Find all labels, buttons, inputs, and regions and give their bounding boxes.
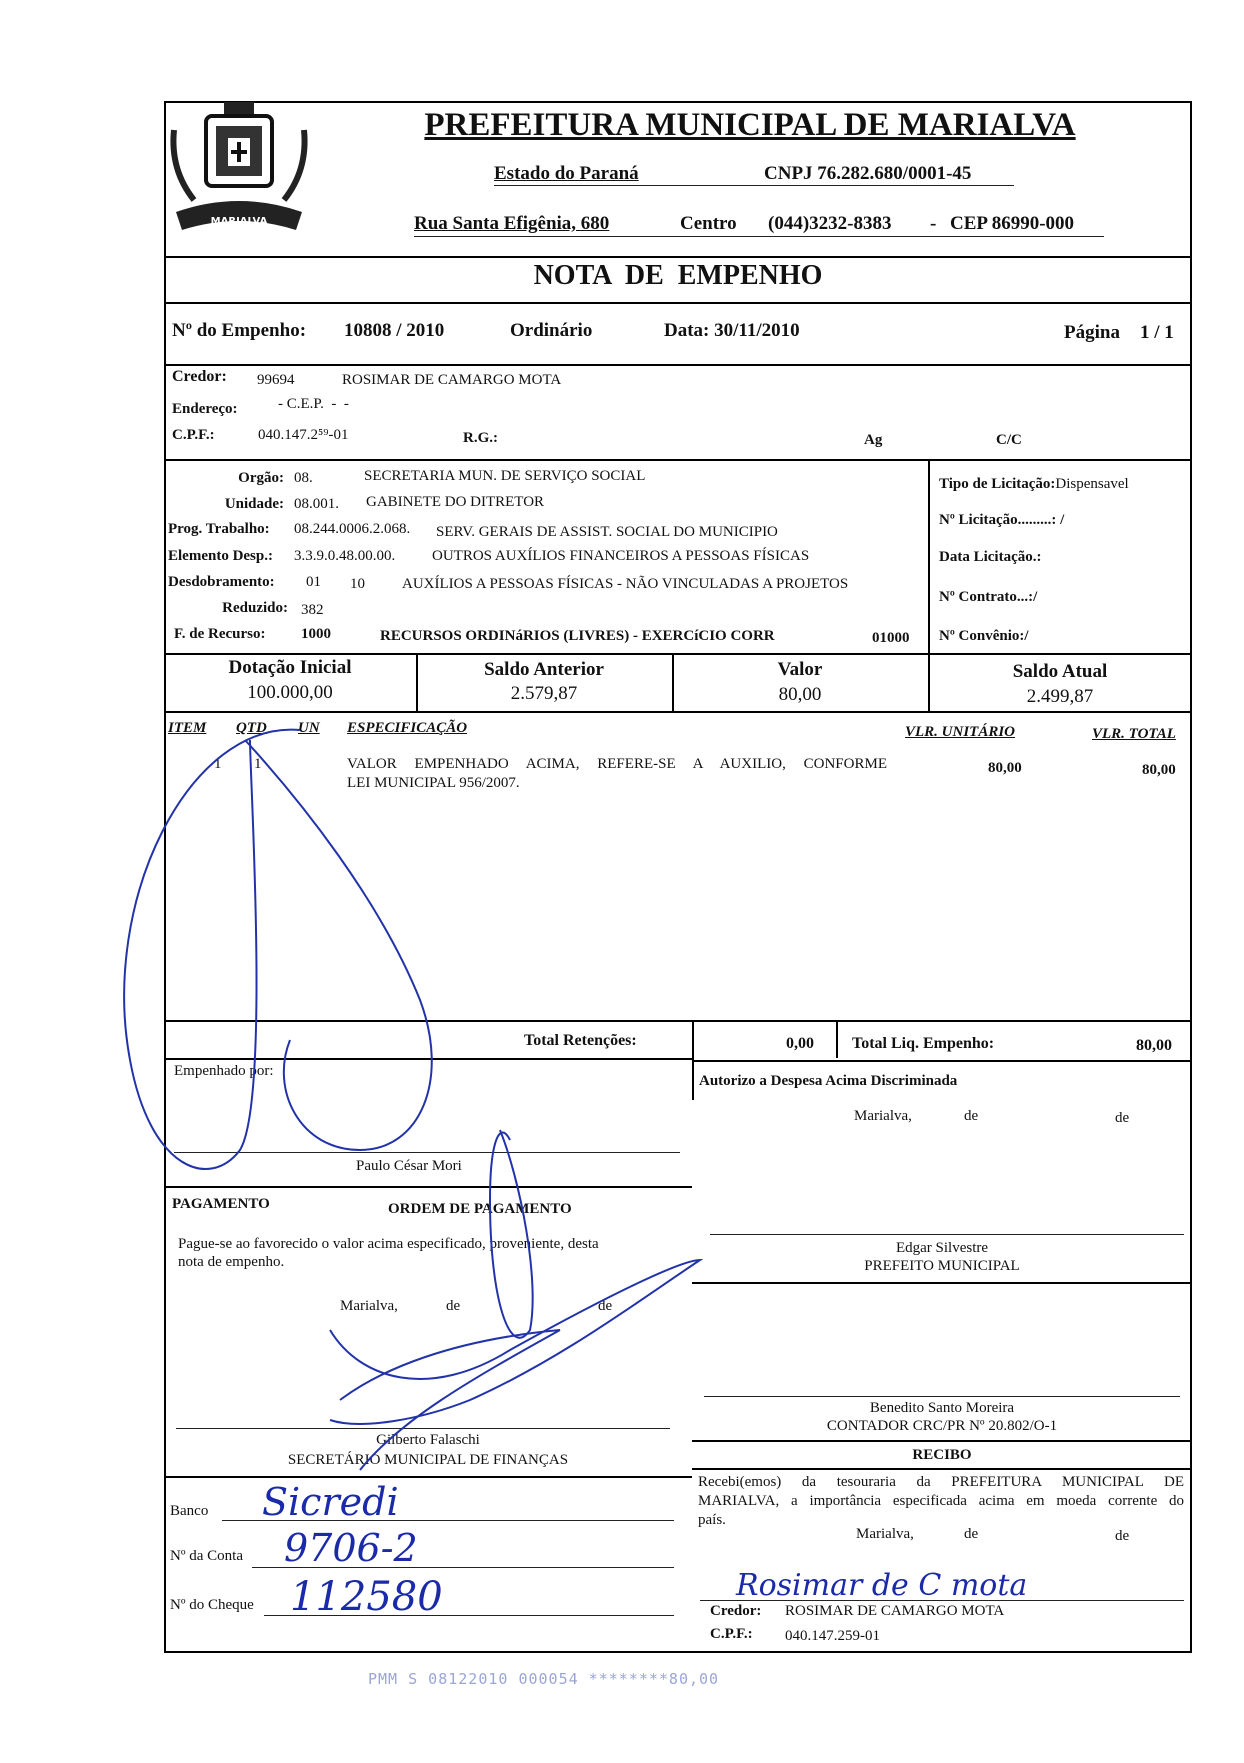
contrato: Nº Contrato...:/ <box>939 589 1038 605</box>
saldo-anterior-value: 2.579,87 <box>510 683 578 704</box>
recibo-credor-value: ROSIMAR DE CAMARGO MOTA <box>785 1603 1005 1619</box>
recibo-text-line3: país. <box>698 1512 726 1528</box>
cep: CEP 86990-000 <box>950 213 1075 234</box>
conta-value: 9706-2 <box>284 1526 418 1570</box>
desd-label: Desdobramento: <box>168 574 275 590</box>
autorizo-label: Autorizo a Despesa Acima Discriminada <box>699 1073 958 1089</box>
phone: (044)3232-8383 <box>768 213 892 234</box>
empenho-type: Ordinário <box>510 320 593 341</box>
separator: - <box>930 213 937 234</box>
autorizo-de2: de <box>1115 1110 1130 1126</box>
licitacao-num: Nº Licitação.........: / <box>939 512 1065 528</box>
endereco-label: Endereço: <box>172 401 238 417</box>
orgao-label: Orgão: <box>238 470 284 486</box>
recibo-text-line2: MARIALVA, a importância especificada acima em moeda corrente do <box>698 1493 1184 1509</box>
reduz-label: Reduzido: <box>222 600 288 616</box>
item-qtd: 1 <box>254 756 262 772</box>
secretario-title: SECRETÁRIO MUNICIPAL DE FINANÇAS <box>287 1452 569 1468</box>
state-name: Estado do Paraná <box>494 163 639 184</box>
cc-label: C/C <box>996 432 1022 448</box>
unidade-code: 08.001. <box>294 496 339 512</box>
recibo-de1: de <box>964 1526 979 1542</box>
municipal-crest <box>166 100 312 250</box>
district: Centro <box>680 213 737 234</box>
orgao-name: SECRETARIA MUN. DE SERVIÇO SOCIAL <box>364 468 646 484</box>
liq-value: 80,00 <box>1136 1037 1172 1054</box>
cpf-label: C.P.F.: <box>172 427 215 443</box>
empenho-number: 10808 / 2010 <box>344 320 445 341</box>
col-espec: ESPECIFICAÇÃO <box>347 720 468 736</box>
address: Rua Santa Efigênia, 680 <box>414 213 610 234</box>
pagamento-text-line2: nota de empenho. <box>178 1254 285 1270</box>
item-espec-line1: VALOR EMPENHADO ACIMA, REFERE-SE A AUXILIO, CONFORME <box>347 756 887 772</box>
item-total-value: 80,00 <box>1142 762 1176 778</box>
liq-label: Total Liq. Empenho: <box>852 1035 995 1052</box>
payment-stamp: PMM S 08122010 000054 ********80,00 <box>368 1670 720 1688</box>
cpf-value: 040.147.2⁵⁹-01 <box>258 427 349 443</box>
credor-label: Credor: <box>172 368 227 385</box>
elem-code: 3.3.9.0.48.00.00. <box>294 548 396 564</box>
recurso-num: 01000 <box>872 630 910 646</box>
reduz-value: 382 <box>301 602 324 618</box>
endereco-value: - C.E.P. - - <box>278 396 349 412</box>
prefeito-title: PREFEITO MUNICIPAL <box>864 1258 1020 1274</box>
unidade-label: Unidade: <box>224 496 284 512</box>
svg-text:MARIALVA: MARIALVA <box>210 216 268 227</box>
recibo-city: Marialva, <box>856 1526 914 1542</box>
item-unit-value: 80,00 <box>988 760 1022 776</box>
empenho-date: Data: 30/11/2010 <box>664 320 800 341</box>
recibo-text-line1: Recebi(emos) da tesouraria da PREFEITURA MUNICIPAL DE <box>698 1474 1184 1490</box>
cnpj: CNPJ 76.282.680/0001-45 <box>764 163 972 184</box>
item-number: 1 <box>214 756 222 772</box>
licitacao-data: Data Licitação.: <box>939 549 1042 565</box>
dotacao-label: Dotação Inicial <box>228 657 352 678</box>
page-number: 1 / 1 <box>1140 322 1174 343</box>
valor-value: 80,00 <box>778 684 822 705</box>
saldo-anterior-label: Saldo Anterior <box>484 659 604 680</box>
pagamento-de2: de <box>598 1298 613 1314</box>
saldo-atual-label: Saldo Atual <box>1012 661 1108 682</box>
empenhado-name: Paulo César Mori <box>356 1158 462 1174</box>
prog-label: Prog. Trabalho: <box>168 521 270 537</box>
secretario-name: Gilberto Falaschi <box>376 1432 480 1448</box>
retencoes-value: 0,00 <box>786 1035 814 1052</box>
cheque-value: 112580 <box>290 1574 443 1620</box>
cheque-label: Nº do Cheque <box>170 1597 254 1613</box>
recurso-code: 1000 <box>301 626 331 642</box>
licitacao-tipo-label: Tipo de Licitação:Dispensavel <box>939 476 1129 492</box>
prog-code: 08.244.0006.2.068. <box>294 521 411 537</box>
convenio: Nº Convênio:/ <box>939 628 1029 644</box>
orgao-code: 08. <box>294 470 313 486</box>
prog-name: SERV. GERAIS DE ASSIST. SOCIAL DO MUNICIPIO <box>436 524 778 540</box>
ordem-label: ORDEM DE PAGAMENTO <box>388 1201 572 1217</box>
page-title: PREFEITURA MUNICIPAL DE MARIALVA <box>424 107 1076 143</box>
autorizo-de1: de <box>964 1108 979 1124</box>
rg-label: R.G.: <box>463 430 498 446</box>
retencoes-label: Total Retenções: <box>524 1032 637 1049</box>
prefeito-name: Edgar Silvestre <box>895 1240 989 1256</box>
col-item: ITEM <box>168 720 207 736</box>
credor-code: 99694 <box>257 372 295 388</box>
col-qtd: QTD <box>236 720 267 736</box>
saldo-atual-value: 2.499,87 <box>1026 686 1094 707</box>
pagamento-text-line1: Pague-se ao favorecido o valor acima especificado, proveniente, desta <box>178 1236 599 1252</box>
pagamento-label: PAGAMENTO <box>172 1196 270 1212</box>
recurso-label: F. de Recurso: <box>174 626 266 642</box>
ag-label: Ag <box>864 432 883 448</box>
desd-code: 01 <box>306 574 321 590</box>
contador-title: CONTADOR CRC/PR Nº 20.802/O-1 <box>826 1418 1058 1434</box>
recibo-cpf-value: 040.147.259-01 <box>785 1628 880 1644</box>
col-un: UN <box>298 720 320 736</box>
pagamento-city: Marialva, <box>340 1298 398 1314</box>
valor-label: Valor <box>777 659 823 680</box>
col-unit: VLR. UNITÁRIO <box>905 724 1016 740</box>
unidade-name: GABINETE DO DITRETOR <box>366 494 545 510</box>
dotacao-value: 100.000,00 <box>247 682 333 703</box>
recibo-credor-label: Credor: <box>710 1603 762 1619</box>
recibo-label: RECIBO <box>912 1447 972 1463</box>
pagamento-de1: de <box>446 1298 461 1314</box>
recibo-cpf-label: C.P.F.: <box>710 1626 753 1642</box>
col-total: VLR. TOTAL <box>1092 726 1176 742</box>
banco-value: Sicredi <box>262 1480 399 1524</box>
autorizo-city: Marialva, <box>854 1108 912 1124</box>
desd-name: AUXÍLIOS A PESSOAS FÍSICAS - NÃO VINCULADAS A PROJETOS <box>402 576 849 592</box>
conta-label: Nº da Conta <box>170 1548 243 1564</box>
page-label: Página <box>1064 322 1120 343</box>
elem-label: Elemento Desp.: <box>168 548 273 564</box>
document-title: NOTA DE EMPENHO <box>533 260 823 291</box>
credor-name: ROSIMAR DE CAMARGO MOTA <box>342 372 562 388</box>
item-espec-line2: LEI MUNICIPAL 956/2007. <box>347 775 520 791</box>
recurso-name: RECURSOS ORDINáRIOS (LIVRES) - EXERCíCIO CORR <box>380 628 775 644</box>
desd-sub: 10 <box>350 576 365 592</box>
elem-name: OUTROS AUXÍLIOS FINANCEIROS A PESSOAS FÍSICAS <box>432 548 810 564</box>
banco-label: Banco <box>170 1503 209 1519</box>
recibo-signature: Rosimar de C mota <box>736 1568 1028 1603</box>
recibo-de2: de <box>1115 1528 1130 1544</box>
empenhado-label: Empenhado por: <box>174 1063 274 1079</box>
empenho-label: Nº do Empenho: <box>172 320 307 341</box>
contador-name: Benedito Santo Moreira <box>869 1400 1015 1416</box>
